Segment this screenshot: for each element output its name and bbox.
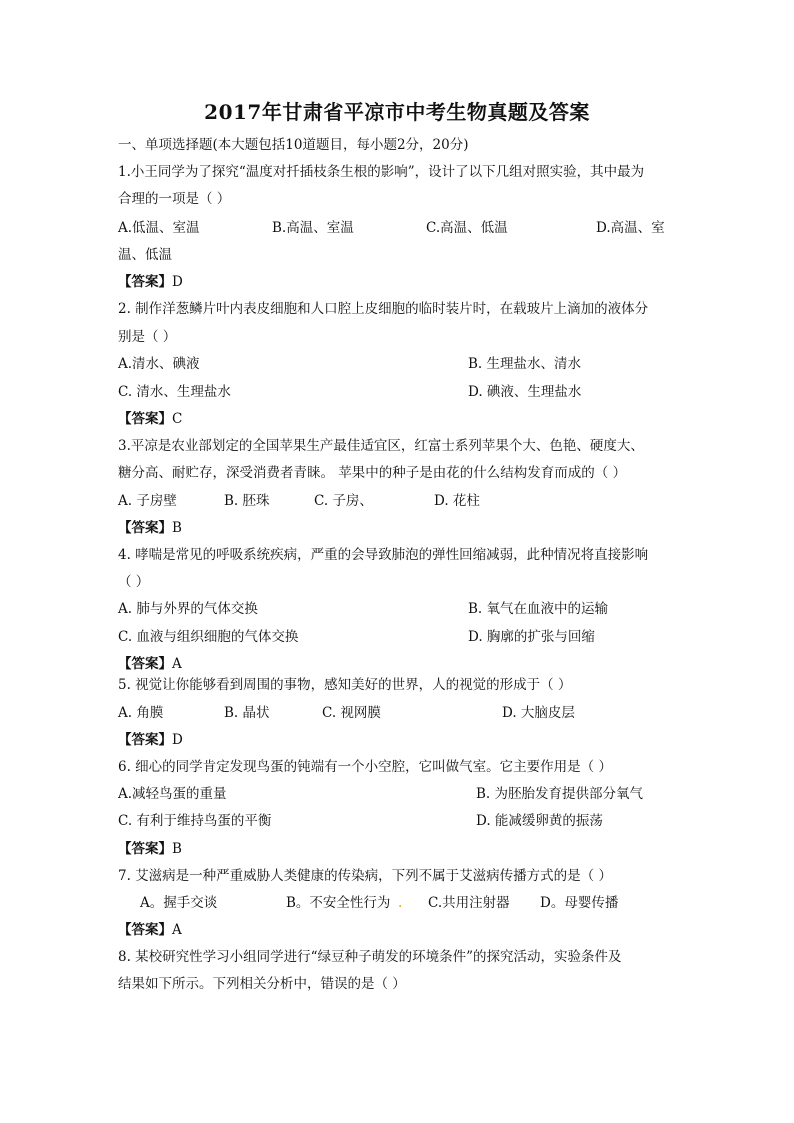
question-4-options-row2 (118, 628, 688, 646)
option-a: A. 肺与外界的气体交换 (118, 601, 258, 617)
answer-label: 【答案】 (118, 274, 172, 290)
answer-6 (118, 840, 182, 858)
option-d: D. 胸廓的扩张与回缩 (468, 629, 595, 645)
question-1-stem: 1.小王同学为了探究“温度对扦插枝条生根的影响”，设计了以下几组对照实验，其中最为 (118, 164, 645, 180)
answer-value: B (172, 520, 182, 536)
section-heading: 一、单项选择题(本大题包括10道题目，每小题2分，20分) (118, 137, 469, 153)
option-c: C. 子房、 (314, 493, 373, 509)
question-4-options-row1 (118, 600, 688, 618)
option-b: B. 为胚胎发育提供部分氧气 (476, 786, 644, 802)
question-3-options (118, 492, 688, 510)
question-7-stem: 7. 艾滋病是一种严重威胁人类健康的传染病，下列不属于艾滋病传播方式的是（ ） (118, 868, 612, 884)
question-1-stem-cont: 合理的一项是（ ） (118, 191, 231, 207)
question-6-options-row1 (118, 785, 688, 803)
question-2-options-row1 (118, 355, 688, 373)
answer-3 (118, 519, 182, 537)
option-c: C.高温、低温 (426, 220, 508, 236)
question-6-options-row2 (118, 812, 688, 830)
answer-value: C (172, 411, 183, 427)
question-5-stem: 5. 视觉让你能够看到周围的事物，感知美好的世界，人的视觉的形成于（ ） (118, 677, 572, 693)
question-4-stem: 4. 哮喘是常见的呼吸系统疾病，严重的会导致肺泡的弹性回缩减弱，此种情况将直接影响 (118, 547, 649, 563)
answer-label: 【答案】 (118, 520, 172, 536)
option-c: C. 清水、生理盐水 (118, 384, 231, 400)
document-title: 2017年甘肃省平凉市中考生物真题及答案 (204, 100, 590, 124)
option-b: B.高温、室温 (272, 220, 354, 236)
question-4-stem-cont: （ ） (118, 574, 150, 590)
answer-label: 【答案】 (118, 922, 172, 938)
answer-label: 【答案】 (118, 841, 172, 857)
option-c: C. 有利于维持鸟蛋的平衡 (118, 813, 272, 829)
option-d: D. 大脑皮层 (502, 705, 575, 721)
option-b: B。不安全性行为 (286, 895, 391, 911)
option-a: A.清水、碘液 (118, 356, 200, 372)
question-2-options-row2 (118, 383, 688, 401)
question-1-option-cont: 温、低温 (118, 247, 172, 263)
option-c: C. 血液与组织细胞的气体交换 (118, 629, 299, 645)
answer-value: D (172, 732, 183, 748)
option-a: A.低温、室温 (118, 220, 200, 236)
option-a: A。握手交谈 (140, 895, 218, 911)
answer-2 (118, 410, 182, 428)
option-c: C.共用注射器 (428, 895, 510, 911)
answer-5 (118, 731, 183, 749)
option-d: D。母婴传播 (540, 895, 619, 911)
answer-1 (118, 273, 183, 291)
question-1-options (118, 219, 688, 237)
option-d: D. 花柱 (434, 493, 480, 509)
question-2-stem: 2. 制作洋葱鳞片叶内表皮细胞和人口腔上皮细胞的临时装片时，在载玻片上滴加的液体分 (118, 301, 649, 317)
option-c: C. 视网膜 (322, 705, 381, 721)
answer-label: 【答案】 (118, 411, 172, 427)
answer-value: D (172, 274, 183, 290)
option-a: A. 子房壁 (118, 493, 177, 509)
question-8-stem-cont: 结果如下所示。下列相关分析中，错误的是（ ） (118, 976, 406, 992)
answer-value: A (172, 922, 182, 938)
option-d: D.高温、室 (596, 220, 665, 236)
answer-4 (118, 655, 182, 673)
question-8-stem: 8. 某校研究性学习小组同学进行“绿豆种子萌发的环境条件”的探究活动，实验条件及 (118, 949, 622, 965)
question-6-stem: 6. 细心的同学肯定发现鸟蛋的钝端有一个小空腔，它叫做气室。它主要作用是（ ） (118, 759, 612, 775)
option-b: B. 晶状 (224, 705, 270, 721)
option-a: A.减轻鸟蛋的重量 (118, 786, 227, 802)
option-d: D. 碘液、生理盐水 (468, 384, 582, 400)
answer-value: B (172, 841, 182, 857)
question-3-stem-cont: 糖分高、耐贮存，深受消费者青睐。 苹果中的种子是由花的什么结构发育而成的（ ） (118, 465, 627, 481)
answer-label: 【答案】 (118, 656, 172, 672)
answer-7 (118, 921, 182, 939)
option-b: B. 胚珠 (224, 493, 270, 509)
option-b: B. 氧气在血液中的运输 (468, 601, 609, 617)
answer-value: A (172, 656, 182, 672)
question-2-stem-cont: 别是（ ） (118, 329, 177, 345)
option-a: A. 角膜 (118, 705, 164, 721)
stray-dot: . (398, 895, 403, 911)
option-b: B. 生理盐水、清水 (468, 356, 582, 372)
answer-label: 【答案】 (118, 732, 172, 748)
question-7-options (118, 894, 688, 912)
option-d: D. 能减缓卵黄的振荡 (476, 813, 603, 829)
question-5-options (118, 704, 688, 722)
question-3-stem: 3.平凉是农业部划定的全国苹果生产最佳适宜区，红富士系列苹果个大、色艳、硬度大、 (118, 438, 644, 454)
